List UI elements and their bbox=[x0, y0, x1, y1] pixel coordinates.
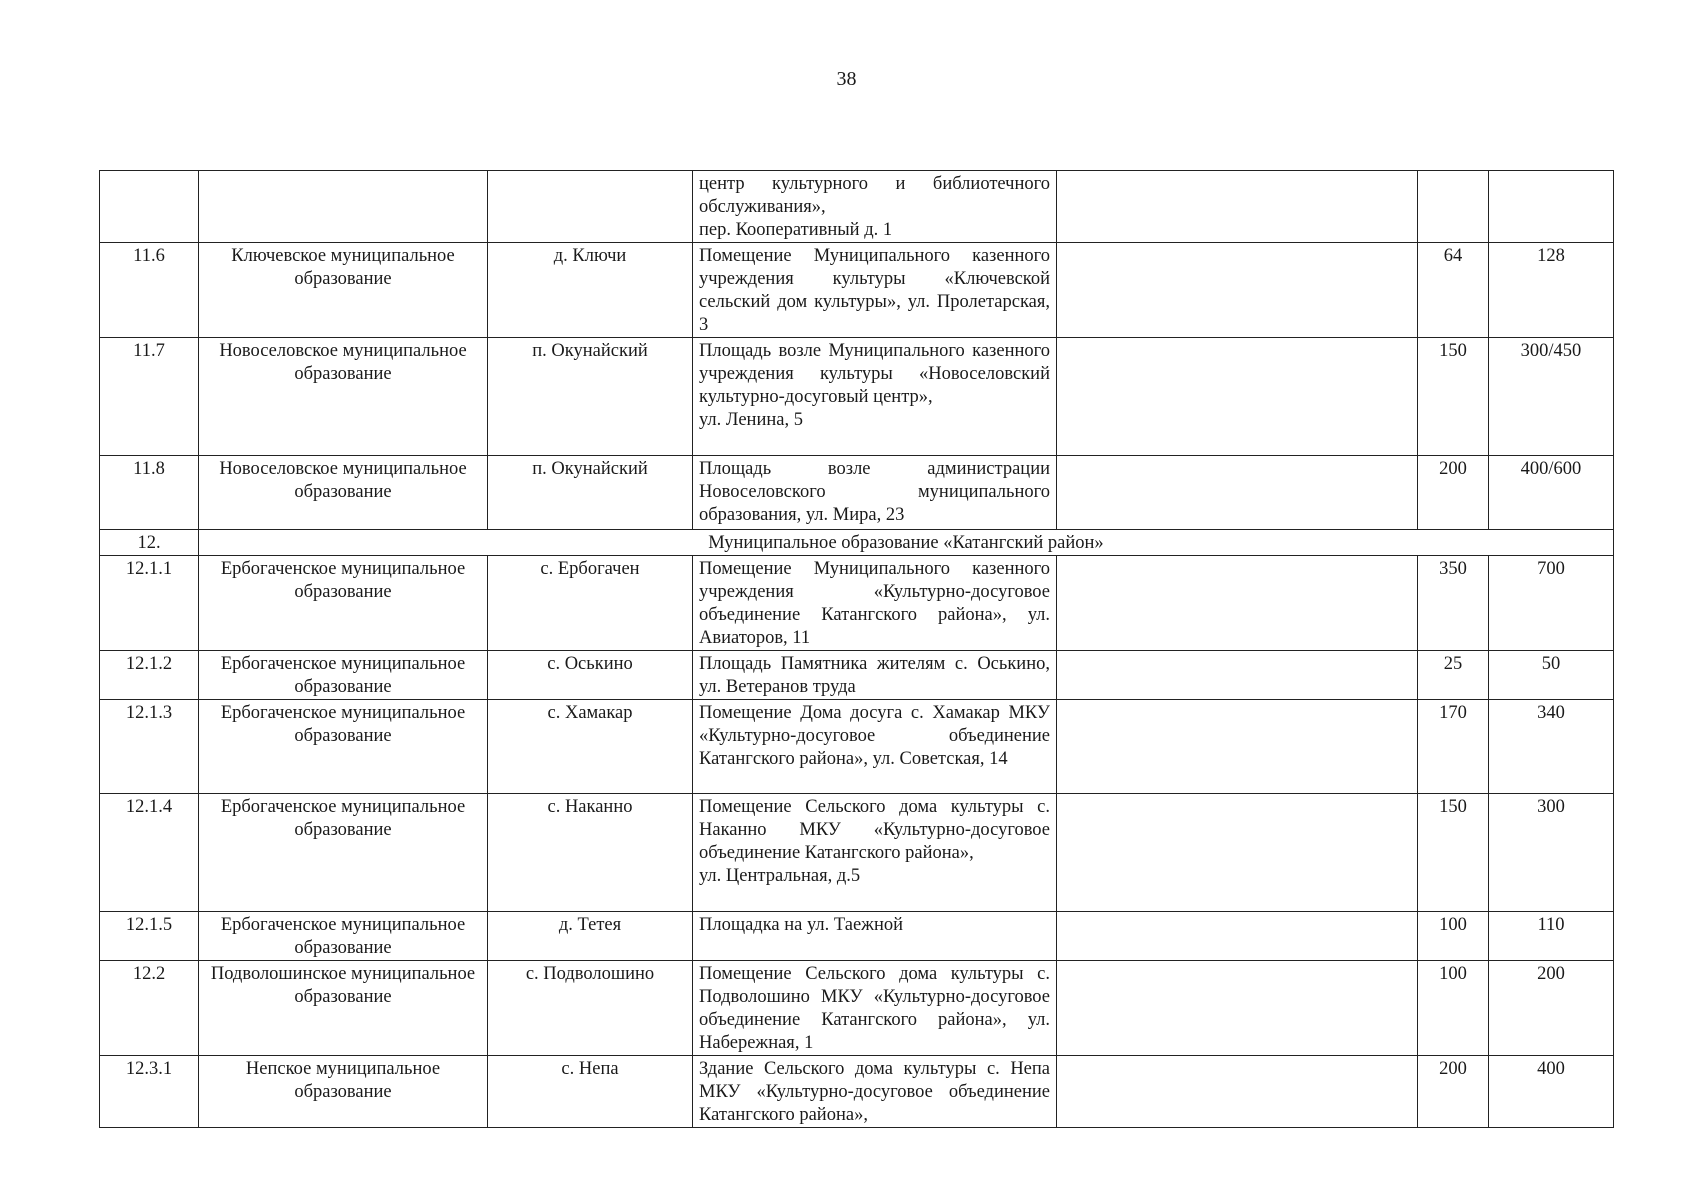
municipality-cell: Ключевское муниципальное образование bbox=[199, 243, 488, 338]
empty-cell bbox=[1057, 961, 1418, 1056]
table-row bbox=[100, 556, 1614, 651]
capacity-total-cell: 400 bbox=[1489, 1056, 1614, 1128]
row-number-cell: 11.7 bbox=[100, 338, 199, 456]
capacity-cell: 100 bbox=[1418, 961, 1489, 1056]
row-number-cell: 12.1.3 bbox=[100, 700, 199, 794]
capacity-total-cell: 400/600 bbox=[1489, 456, 1614, 530]
table-body bbox=[100, 171, 1614, 1128]
empty-cell bbox=[1057, 171, 1418, 243]
empty-cell bbox=[1057, 651, 1418, 700]
empty-cell bbox=[1057, 794, 1418, 912]
empty-cell bbox=[1057, 556, 1418, 651]
empty-cell bbox=[1057, 700, 1418, 794]
capacity-cell: 200 bbox=[1418, 1056, 1489, 1128]
row-number-cell: 11.6 bbox=[100, 243, 199, 338]
capacity-total-cell bbox=[1489, 171, 1614, 243]
municipality-cell: Ербогаченское муниципальное образование bbox=[199, 651, 488, 700]
venue-description-cell: Помещение Муниципального казенного учреждения культуры «Ключевской сельский дом культуры», ул. Пролетарская, 3 bbox=[693, 243, 1057, 338]
municipality-cell: Ербогаченское муниципальное образование bbox=[199, 794, 488, 912]
capacity-cell: 25 bbox=[1418, 651, 1489, 700]
capacity-total-cell: 110 bbox=[1489, 912, 1614, 961]
venue-description-cell: Здание Сельского дома культуры с. Непа МКУ «Культурно-досуговое объединение Катангского района», bbox=[693, 1056, 1057, 1128]
municipality-cell: Подволошинское муниципальное образование bbox=[199, 961, 488, 1056]
capacity-cell: 350 bbox=[1418, 556, 1489, 651]
capacity-cell bbox=[1418, 171, 1489, 243]
empty-cell bbox=[1057, 1056, 1418, 1128]
locality-cell: д. Тетея bbox=[488, 912, 693, 961]
capacity-cell: 150 bbox=[1418, 338, 1489, 456]
table-row bbox=[100, 651, 1614, 700]
row-number-cell: 12.1.2 bbox=[100, 651, 199, 700]
table-row bbox=[100, 338, 1614, 456]
venue-description-cell: Площадка на ул. Таежной bbox=[693, 912, 1057, 961]
row-number-cell: 12.1.1 bbox=[100, 556, 199, 651]
municipality-cell: Непское муниципальное образование bbox=[199, 1056, 488, 1128]
capacity-total-cell: 700 bbox=[1489, 556, 1614, 651]
row-number-cell: 12. bbox=[100, 530, 199, 556]
locality-cell: п. Окунайский bbox=[488, 338, 693, 456]
capacity-total-cell: 50 bbox=[1489, 651, 1614, 700]
page-number: 38 bbox=[836, 68, 857, 90]
locality-cell: с. Подволошино bbox=[488, 961, 693, 1056]
venue-description-cell: центр культурного и библиотечного обслуживания», пер. Кооперативный д. 1 bbox=[693, 171, 1057, 243]
locality-cell: с. Ербогачен bbox=[488, 556, 693, 651]
venue-description-cell: Помещение Сельского дома культуры с. Наканно МКУ «Культурно-досуговое объединение Катангского района», ул. Центральная, д.5 bbox=[693, 794, 1057, 912]
locality-cell: д. Ключи bbox=[488, 243, 693, 338]
capacity-cell: 100 bbox=[1418, 912, 1489, 961]
capacity-total-cell: 300 bbox=[1489, 794, 1614, 912]
table-row bbox=[100, 243, 1614, 338]
municipality-cell: Новоселовское муниципальное образование bbox=[199, 338, 488, 456]
row-number-cell bbox=[100, 171, 199, 243]
empty-cell bbox=[1057, 456, 1418, 530]
venue-description-cell: Помещение Дома досуга с. Хамакар МКУ «Культурно-досуговое объединение Катангского района», ул. Советская, 14 bbox=[693, 700, 1057, 794]
premises-table bbox=[99, 170, 1614, 1128]
locality-cell: п. Окунайский bbox=[488, 456, 693, 530]
venue-description-cell: Площадь возле администрации Новоселовского муниципального образования, ул. Мира, 23 bbox=[693, 456, 1057, 530]
venue-description-cell: Помещение Муниципального казенного учреждения «Культурно-досуговое объединение Катангского района», ул. Авиаторов, 11 bbox=[693, 556, 1057, 651]
capacity-cell: 170 bbox=[1418, 700, 1489, 794]
capacity-total-cell: 340 bbox=[1489, 700, 1614, 794]
locality-cell: с. Оськино bbox=[488, 651, 693, 700]
capacity-total-cell: 200 bbox=[1489, 961, 1614, 1056]
municipality-cell: Новоселовское муниципальное образование bbox=[199, 456, 488, 530]
locality-cell: с. Наканно bbox=[488, 794, 693, 912]
municipality-cell: Ербогаченское муниципальное образование bbox=[199, 700, 488, 794]
table-row bbox=[100, 912, 1614, 961]
table-row bbox=[100, 171, 1614, 243]
empty-cell bbox=[1057, 912, 1418, 961]
locality-cell: с. Непа bbox=[488, 1056, 693, 1128]
row-number-cell: 12.2 bbox=[100, 961, 199, 1056]
locality-cell bbox=[488, 171, 693, 243]
table-row bbox=[100, 700, 1614, 794]
row-number-cell: 12.1.4 bbox=[100, 794, 199, 912]
row-number-cell: 11.8 bbox=[100, 456, 199, 530]
capacity-cell: 64 bbox=[1418, 243, 1489, 338]
municipality-cell: Ербогаченское муниципальное образование bbox=[199, 912, 488, 961]
capacity-total-cell: 128 bbox=[1489, 243, 1614, 338]
table-row bbox=[100, 456, 1614, 530]
row-number-cell: 12.3.1 bbox=[100, 1056, 199, 1128]
municipality-cell bbox=[199, 171, 488, 243]
venue-description-cell: Площадь Памятника жителям с. Оськино, ул. Ветеранов труда bbox=[693, 651, 1057, 700]
capacity-total-cell: 300/450 bbox=[1489, 338, 1614, 456]
table-row bbox=[100, 1056, 1614, 1128]
locality-cell: с. Хамакар bbox=[488, 700, 693, 794]
section-title-cell: Муниципальное образование «Катангский район» bbox=[199, 530, 1614, 556]
section-row bbox=[100, 530, 1614, 556]
venue-description-cell: Площадь возле Муниципального казенного учреждения культуры «Новоселовский культурно-досуговый центр», ул. Ленина, 5 bbox=[693, 338, 1057, 456]
capacity-cell: 150 bbox=[1418, 794, 1489, 912]
empty-cell bbox=[1057, 338, 1418, 456]
capacity-cell: 200 bbox=[1418, 456, 1489, 530]
row-number-cell: 12.1.5 bbox=[100, 912, 199, 961]
table-row bbox=[100, 961, 1614, 1056]
venue-description-cell: Помещение Сельского дома культуры с. Подволошино МКУ «Культурно-досуговое объединение Катангского района», ул. Набережная, 1 bbox=[693, 961, 1057, 1056]
table-row bbox=[100, 794, 1614, 912]
empty-cell bbox=[1057, 243, 1418, 338]
municipality-cell: Ербогаченское муниципальное образование bbox=[199, 556, 488, 651]
